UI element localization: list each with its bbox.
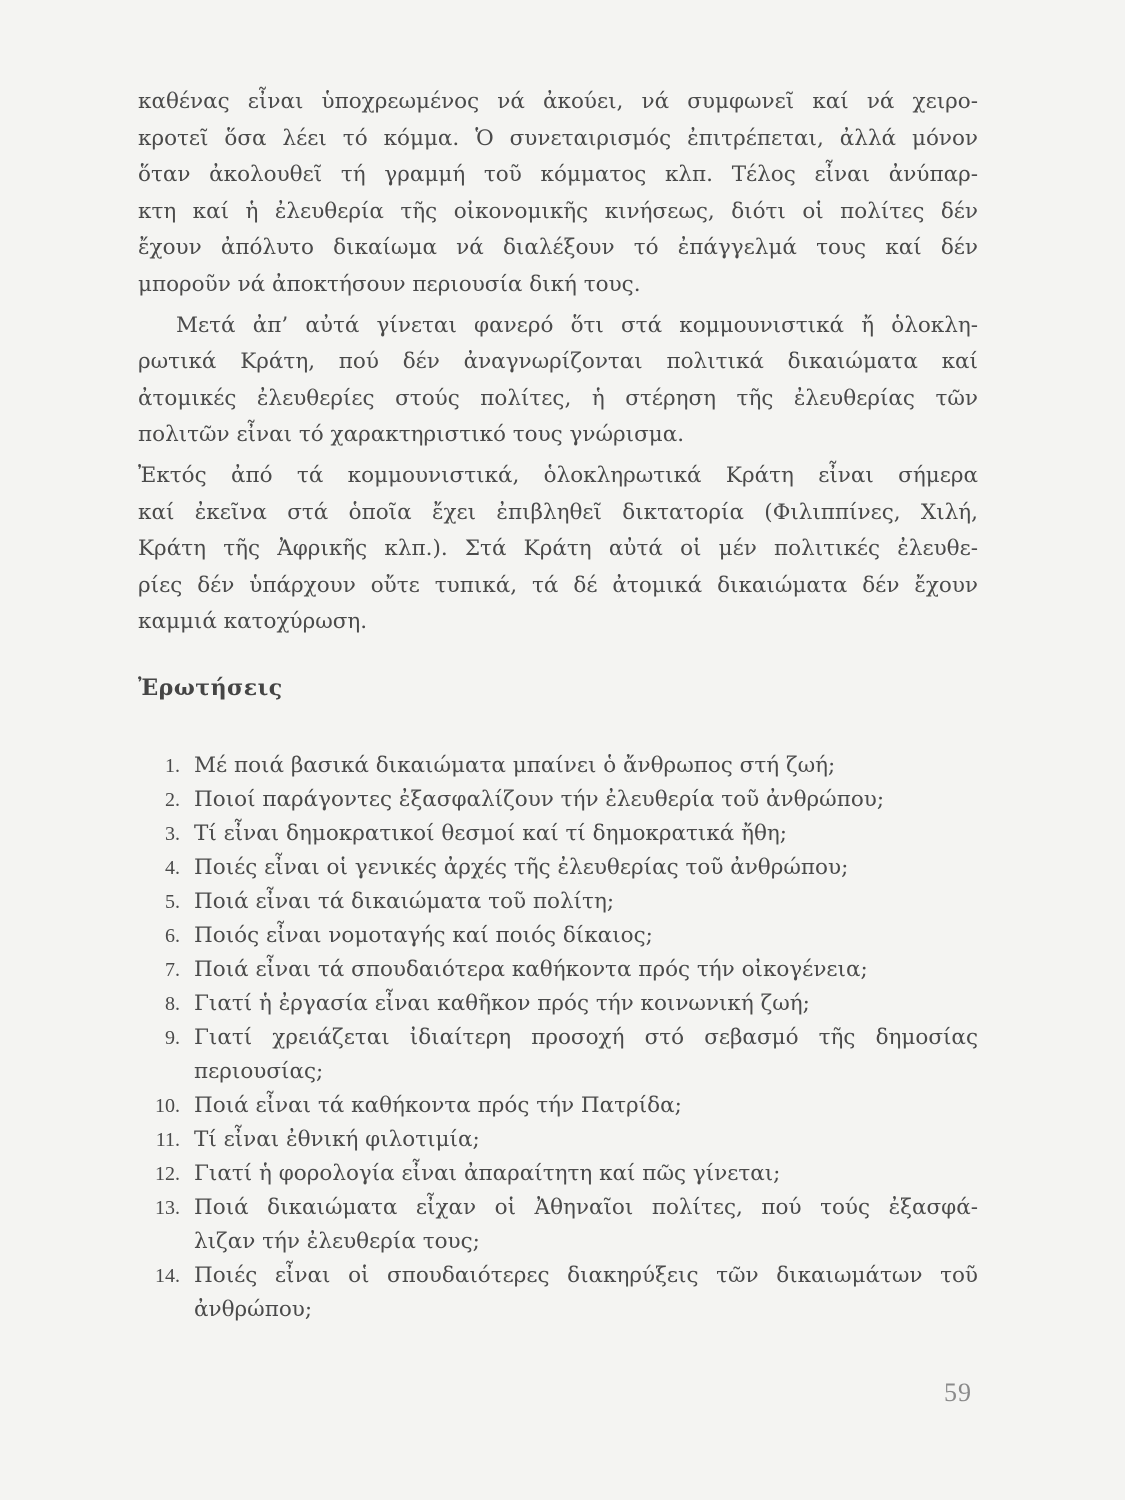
text-line: ἀτομικές ἐλευθερίες στούς πολίτες, ἡ στέρηση τῆς ἐλευθερίας τῶν <box>138 385 978 411</box>
question-continuation <box>132 1225 978 1259</box>
text-line: μποροῦν νά ἀποκτήσουν περιουσία δική τους. <box>138 271 641 297</box>
question-item <box>132 1259 978 1293</box>
question-text: Γιατί χρειάζεται ἰδιαίτερη προσοχή στό σεβασμό τῆς δημοσίας <box>194 1025 978 1050</box>
text-line: καί ἐκεῖνα στά ὁποῖα ἔχει ἐπιβληθεῖ δικτατορία (Φιλιππίνες, Χιλή, <box>138 499 978 525</box>
question-number: 9. <box>165 1027 180 1049</box>
question-item <box>132 1123 978 1157</box>
question-item <box>132 987 978 1021</box>
question-text: Ποιές εἶναι οἱ γενικές ἀρχές τῆς ἐλευθερίας τοῦ ἀνθρώπου; <box>194 855 849 880</box>
question-text: ἀνθρώπου; <box>194 1297 313 1322</box>
paragraph <box>138 308 978 454</box>
question-text: περιουσίας; <box>194 1059 324 1084</box>
text-line: ἔχουν ἀπόλυτο δικαίωμα νά διαλέξουν τό ἐπάγγελμά τους καί δέν <box>138 235 978 261</box>
question-text: Τί εἶναι ἐθνική φιλοτιμία; <box>194 1127 480 1152</box>
text-line: Κράτη τῆς Ἀφρικῆς κλπ.). Στά Κράτη αὐτά οἱ μέν πολιτικές ἐλευθε- <box>138 536 978 562</box>
question-number: 11. <box>155 1129 180 1151</box>
body-text <box>138 84 978 641</box>
question-number: 12. <box>155 1163 180 1185</box>
question-item <box>132 1021 978 1055</box>
paragraph <box>138 84 978 304</box>
question-number: 6. <box>165 925 180 947</box>
question-text: Γιατί ἡ φορολογία εἶναι ἀπαραίτητη καί πῶς γίνεται; <box>194 1161 781 1186</box>
question-number: 13. <box>155 1197 180 1219</box>
question-text: Ποιά εἶναι τά σπουδαιότερα καθήκοντα πρός τήν οἰκογένεια; <box>194 957 868 982</box>
question-text: Ποιά εἶναι τά δικαιώματα τοῦ πολίτη; <box>194 889 615 914</box>
text-line: κροτεῖ ὅσα λέει τό κόμμα. Ὁ συνεταιρισμός ἐπιτρέπεται, ἀλλά μόνον <box>138 125 978 151</box>
question-number: 3. <box>165 823 180 845</box>
text-line: καθένας εἶναι ὑποχρεωμένος νά ἀκούει, νά συμφωνεῖ καί νά χειρο- <box>138 89 978 114</box>
section-heading: Ἐρωτήσεις <box>138 675 283 701</box>
question-continuation <box>132 1055 978 1089</box>
question-text: Μέ ποιά βασικά δικαιώματα μπαίνει ὁ ἄνθρωπος στή ζωή; <box>194 753 836 778</box>
question-text: Ποιοί παράγοντες ἐξασφαλίζουν τήν ἐλευθερία τοῦ ἀνθρώπου; <box>194 787 885 812</box>
question-number: 14. <box>155 1265 180 1287</box>
text-line: κτη καί ἡ ἐλευθερία τῆς οἰκονομικῆς κινήσεως, διότι οἱ πολίτες δέν <box>138 198 978 224</box>
page-number: 59 <box>944 1378 972 1407</box>
text-line: Ἐκτός ἀπό τά κομμουνιστικά, ὁλοκληρωτικά Κράτη εἶναι σήμερα <box>138 462 978 488</box>
question-text: Ποιά δικαιώματα εἶχαν οἱ Ἀθηναῖοι πολίτες, πού τούς ἐξασφά- <box>194 1195 978 1220</box>
question-item <box>132 953 978 987</box>
question-item <box>132 885 978 919</box>
question-text: Γιατί ἡ ἐργασία εἶναι καθῆκον πρός τήν κοινωνική ζωή; <box>194 991 810 1016</box>
text-line: ρίες δέν ὑπάρχουν οὔτε τυπικά, τά δέ ἀτομικά δικαιώματα δέν ἔχουν <box>138 572 978 598</box>
question-item <box>132 817 978 851</box>
question-text: λιζαν τήν ἐλευθερία τους; <box>194 1229 480 1254</box>
question-item <box>132 919 978 953</box>
question-item <box>132 1191 978 1225</box>
question-number: 2. <box>165 789 180 811</box>
question-number: 4. <box>165 857 180 879</box>
question-number: 1. <box>165 755 180 777</box>
paragraph <box>138 458 978 641</box>
text-line: Μετά ἀπ’ αὐτά γίνεται φανερό ὅτι στά κομμουνιστικά ἤ ὁλοκλη- <box>176 312 978 338</box>
text-line: πολιτῶν εἶναι τό χαρακτηριστικό τους γνώρισμα. <box>138 422 685 448</box>
question-item <box>132 1089 978 1123</box>
question-item <box>132 1157 978 1191</box>
text-line: ρωτικά Κράτη, πού δέν ἀναγνωρίζονται πολιτικά δικαιώματα καί <box>138 349 978 375</box>
text-line: ὅταν ἀκολουθεῖ τή γραμμή τοῦ κόμματος κλπ. Τέλος εἶναι ἀνύπαρ- <box>138 162 978 188</box>
question-text: Τί εἶναι δημοκρατικοί θεσμοί καί τί δημοκρατικά ἤθη; <box>194 821 788 846</box>
question-number: 8. <box>165 993 180 1015</box>
question-continuation <box>132 1293 978 1327</box>
question-text: Ποιός εἶναι νομοταγής καί ποιός δίκαιος; <box>194 923 653 948</box>
question-number: 5. <box>165 891 180 913</box>
text-line: καμμιά κατοχύρωση. <box>138 609 368 635</box>
question-number: 7. <box>165 959 180 981</box>
question-item <box>132 749 978 783</box>
question-item <box>132 851 978 885</box>
questions-list <box>132 749 978 1327</box>
question-number: 10. <box>155 1095 180 1117</box>
question-text: Ποιές εἶναι οἱ σπουδαιότερες διακηρύξεις τῶν δικαιωμάτων τοῦ <box>194 1263 978 1288</box>
question-item <box>132 783 978 817</box>
question-text: Ποιά εἶναι τά καθήκοντα πρός τήν Πατρίδα; <box>194 1093 682 1118</box>
